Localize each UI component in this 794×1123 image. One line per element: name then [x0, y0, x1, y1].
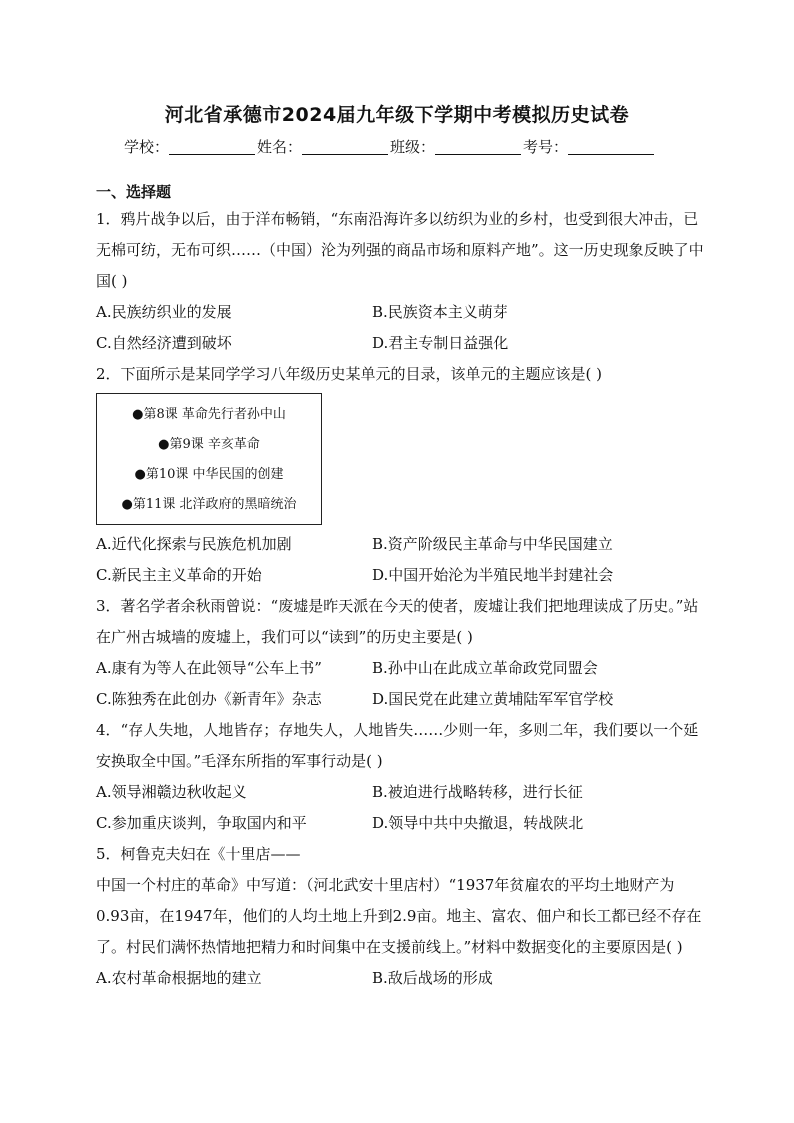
option-b[interactable]: B.敌后战场的形成: [372, 969, 493, 987]
option-d[interactable]: D.领导中共中央撤退，转战陕北: [372, 814, 584, 832]
questions: [96, 180, 706, 994]
question-4-stem: 4．“存人失地，人地皆存；存地失人，人地皆失……少则一年，多则二年，我们要以一个延安换取全中国。”毛泽东所指的军事行动是( ): [96, 721, 699, 770]
question-2-options-row1: [96, 529, 706, 560]
student-info-row: [124, 136, 656, 157]
question-3-options-row2: [96, 684, 706, 715]
toc-item: ●第10课 中华民国的创建: [134, 467, 284, 482]
school-blank[interactable]: [169, 140, 255, 155]
unit-toc-box: [96, 393, 322, 525]
option-b[interactable]: B.孙中山在此成立革命政党同盟会: [372, 659, 598, 677]
question-3-options-row1: [96, 653, 706, 684]
question-5-options-row1: [96, 963, 706, 994]
toc-item: ●第9课 辛亥革命: [158, 437, 260, 452]
option-c[interactable]: C.自然经济遭到破坏: [96, 334, 232, 352]
option-a[interactable]: A.近代化探索与民族危机加剧: [96, 535, 292, 553]
option-c[interactable]: C.新民主主义革命的开始: [96, 566, 262, 584]
question-5-stem-line1: 5．柯鲁克夫妇在《十里店——: [96, 845, 301, 863]
toc-item: ●第11课 北洋政府的黑暗统治: [121, 497, 297, 512]
class-label: 班级：: [390, 138, 436, 156]
name-label: 姓名：: [257, 138, 303, 156]
section-title: 一、选择题: [96, 183, 172, 201]
option-a[interactable]: A.民族纺织业的发展: [96, 303, 232, 321]
name-blank[interactable]: [302, 140, 388, 155]
toc-item: ●第8课 革命先行者孙中山: [132, 407, 286, 422]
page-title: 河北省承德市2024届九年级下学期中考模拟历史试卷: [164, 104, 630, 126]
option-b[interactable]: B.被迫进行战略转移，进行长征: [372, 783, 583, 801]
option-a[interactable]: A.农村革命根据地的建立: [96, 969, 262, 987]
option-a[interactable]: A.领导湘赣边秋收起义: [96, 783, 247, 801]
number-blank[interactable]: [568, 140, 654, 155]
school-label: 学校：: [124, 138, 170, 156]
option-d[interactable]: D.国民党在此建立黄埔陆军军官学校: [372, 690, 614, 708]
option-b[interactable]: B.资产阶级民主革命与中华民国建立: [372, 535, 613, 553]
option-c[interactable]: C.陈独秀在此创办《新青年》杂志: [96, 690, 322, 708]
option-b[interactable]: B.民族资本主义萌芽: [372, 303, 508, 321]
question-1-options-row2: [96, 328, 706, 359]
question-5-stem: 中国一个村庄的革命》中写道：（河北武安十里店村）“1937年贫雇农的平均土地财产为0.93亩，在1947年，他们的人均土地上升到2.9亩。地主、富农、佃户和长工都已经不存在了。村民们满怀热情地把精力和时间集中在支援前线上。”材料中数据变化的主要原因是( ): [96, 876, 702, 956]
question-4-options-row2: [96, 808, 706, 839]
option-c[interactable]: C.参加重庆谈判，争取国内和平: [96, 814, 307, 832]
number-label: 考号：: [523, 138, 569, 156]
option-d[interactable]: D.君主专制日益强化: [372, 334, 509, 352]
question-1-stem: 1．鸦片战争以后，由于洋布畅销，“东南沿海许多以纺织为业的乡村，也受到很大冲击，已无棉可纺，无布可织……（中国）沦为列强的商品市场和原料产地”。这一历史现象反映了中国( ): [96, 210, 704, 290]
class-blank[interactable]: [435, 140, 521, 155]
option-d[interactable]: D.中国开始沦为半殖民地半封建社会: [372, 566, 614, 584]
question-1-options-row1: [96, 297, 706, 328]
question-2-options-row2: [96, 560, 706, 591]
question-4-options-row1: [96, 777, 706, 808]
question-3-stem: 3．著名学者余秋雨曾说：“废墟是昨天派在今天的使者，废墟让我们把地理读成了历史。”站在广州古城墙的废墟上，我们可以“读到”的历史主要是( ): [96, 597, 699, 646]
question-2-stem: 2．下面所示是某同学学习八年级历史某单元的目录，该单元的主题应该是( ): [96, 365, 603, 383]
toc-box-wrapper: [96, 390, 706, 529]
option-a[interactable]: A.康有为等人在此领导“公车上书”: [96, 659, 322, 677]
